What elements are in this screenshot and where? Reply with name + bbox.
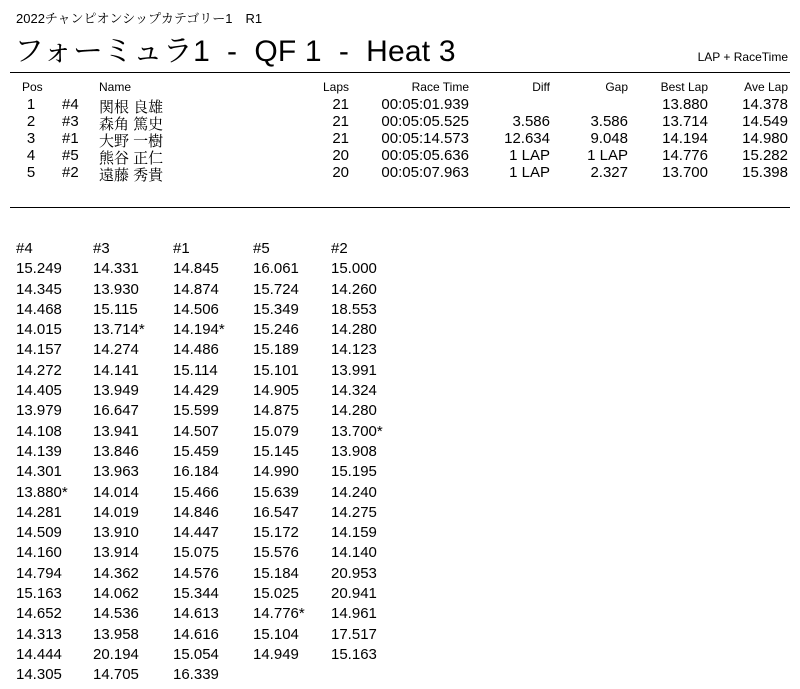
col-header-gap: Gap (605, 80, 628, 94)
lap-time-cell: 15.246 (253, 321, 299, 339)
lap-time-cell: 14.616 (173, 625, 219, 643)
lap-time-cell: 16.339 (173, 666, 219, 684)
lap-time-cell: 14.123 (331, 341, 377, 359)
result-gap: 1 LAP (587, 147, 628, 164)
lap-col-header: #3 (93, 240, 110, 257)
results-row (0, 113, 800, 133)
lap-time-cell: 15.195 (331, 463, 377, 481)
result-car-number: #3 (62, 113, 79, 130)
lap-time-cell: 14.486 (173, 341, 219, 359)
lap-time-cell: 14.272 (16, 361, 62, 379)
lap-time-cell: 13.949 (93, 382, 139, 400)
lap-time-cell: 15.000 (331, 260, 377, 278)
result-laps: 20 (332, 164, 349, 181)
lap-time-cell: 15.172 (253, 524, 299, 542)
result-pos: 5 (26, 164, 36, 181)
result-car-number: #4 (62, 96, 79, 113)
lap-time-cell: 14.794 (16, 564, 62, 582)
result-race-time: 00:05:05.525 (381, 113, 469, 130)
lap-time-cell: 16.061 (253, 260, 299, 278)
lap-time-cell: 14.260 (331, 280, 377, 298)
lap-time-cell: 14.019 (93, 503, 139, 521)
result-driver-name: 森角 篤史 (99, 116, 164, 133)
lap-time-cell: 14.324 (331, 382, 377, 400)
lap-time-cell: 14.160 (16, 544, 62, 562)
results-divider (10, 207, 790, 208)
lap-time-cell: 17.517 (331, 625, 377, 643)
lap-time-cell: 14.776* (253, 605, 305, 623)
lap-time-cell: 14.507 (173, 422, 219, 440)
result-pos: 2 (26, 113, 36, 130)
lap-col-header: #1 (173, 240, 190, 257)
result-race-time: 00:05:01.939 (381, 96, 469, 113)
lap-time-cell: 14.331 (93, 260, 139, 278)
lap-time-cell: 13.914 (93, 544, 139, 562)
lap-col-header: #2 (331, 240, 348, 257)
result-laps: 21 (332, 130, 349, 147)
lap-time-cell: 14.613 (173, 605, 219, 623)
lap-time-cell: 14.305 (16, 666, 62, 684)
lap-time-cell: 15.724 (253, 280, 299, 298)
lap-time-cell: 20.953 (331, 564, 377, 582)
results-header-row (0, 80, 800, 96)
lap-time-cell: 13.979 (16, 402, 62, 420)
result-race-time: 00:05:05.636 (381, 147, 469, 164)
col-header-ave-lap: Ave Lap (744, 80, 788, 94)
result-best-lap: 13.880 (662, 96, 708, 113)
lap-time-cell: 14.281 (16, 503, 62, 521)
lap-time-cell: 16.184 (173, 463, 219, 481)
lap-time-cell: 13.714* (93, 321, 145, 339)
results-row (0, 147, 800, 167)
result-gap: 9.048 (590, 130, 628, 147)
result-car-number: #2 (62, 164, 79, 181)
lap-time-cell: 14.014 (93, 483, 139, 501)
col-header-diff: Diff (532, 80, 550, 94)
result-pos: 4 (26, 147, 36, 164)
lap-time-cell: 14.429 (173, 382, 219, 400)
lap-time-cell: 16.547 (253, 503, 299, 521)
result-driver-name: 大野 一樹 (99, 133, 164, 150)
lap-time-cell: 14.990 (253, 463, 299, 481)
lap-time-cell: 14.846 (173, 503, 219, 521)
lap-time-cell: 14.280 (331, 402, 377, 420)
lap-time-cell: 13.700* (331, 422, 383, 440)
lap-time-cell: 13.846 (93, 442, 139, 460)
lap-time-cell: 15.114 (173, 361, 218, 379)
result-pos: 1 (26, 96, 36, 113)
col-header-best-lap: Best Lap (660, 80, 708, 94)
lap-time-cell: 13.910 (93, 524, 139, 542)
result-race-time: 00:05:07.963 (381, 164, 469, 181)
lap-time-cell: 14.275 (331, 503, 377, 521)
lap-time-cell: 14.062 (93, 585, 139, 603)
lap-time-cell: 16.647 (93, 402, 139, 420)
lap-time-cell: 18.553 (331, 300, 377, 318)
result-laps: 21 (332, 113, 349, 130)
lap-time-cell: 14.576 (173, 564, 219, 582)
result-driver-name: 熊谷 正仁 (99, 150, 164, 167)
result-best-lap: 14.194 (662, 130, 708, 147)
col-header-laps: Laps (322, 80, 349, 94)
lap-time-cell: 15.054 (173, 645, 219, 663)
lap-time-cell: 14.345 (16, 280, 62, 298)
lap-time-cell: 14.874 (173, 280, 219, 298)
lap-time-cell: 15.075 (173, 544, 219, 562)
results-row (0, 130, 800, 150)
lap-time-cell: 14.280 (331, 321, 377, 339)
result-gap: 3.586 (590, 113, 628, 130)
lap-time-cell: 14.362 (93, 564, 139, 582)
lap-time-cell: 20.194 (93, 645, 139, 663)
lap-time-cell: 13.991 (331, 361, 377, 379)
lap-time-cell: 15.025 (253, 585, 299, 603)
lap-time-cell: 15.163 (16, 585, 62, 603)
header-divider (10, 72, 790, 73)
lap-time-cell: 14.705 (93, 666, 139, 684)
result-ave-lap: 15.282 (742, 147, 788, 164)
lap-time-cell: 13.958 (93, 625, 139, 643)
lap-time-cell: 14.444 (16, 645, 62, 663)
lap-time-cell: 14.159 (331, 524, 377, 542)
event-subtitle: 2022チャンピオンシップカテゴリー1 R1 (16, 11, 263, 26)
result-best-lap: 13.700 (662, 164, 708, 181)
report-mode-label: LAP + RaceTime (697, 50, 788, 64)
lap-time-cell: 15.145 (253, 442, 299, 460)
result-car-number: #5 (62, 147, 79, 164)
lap-time-cell: 14.313 (16, 625, 62, 643)
result-diff: 1 LAP (509, 147, 550, 164)
result-ave-lap: 14.980 (742, 130, 788, 147)
result-best-lap: 13.714 (662, 113, 708, 130)
lap-time-cell: 14.468 (16, 300, 62, 318)
lap-time-cell: 14.240 (331, 483, 377, 501)
col-header-pos: Pos (22, 80, 43, 94)
lap-col-header: #4 (16, 240, 33, 257)
result-ave-lap: 14.378 (742, 96, 788, 113)
lap-time-cell: 13.941 (93, 422, 139, 440)
lap-time-cell: 20.941 (331, 585, 377, 603)
lap-time-cell: 14.194* (173, 321, 225, 339)
lap-time-cell: 14.949 (253, 645, 299, 663)
lap-time-cell: 14.405 (16, 382, 62, 400)
lap-time-cell: 15.349 (253, 300, 299, 318)
lap-time-cell: 14.509 (16, 524, 62, 542)
lap-time-cell: 14.447 (173, 524, 219, 542)
lap-time-cell: 14.141 (93, 361, 139, 379)
result-ave-lap: 14.549 (742, 113, 788, 130)
lap-time-cell: 14.139 (16, 442, 62, 460)
lap-time-cell: 15.459 (173, 442, 219, 460)
lap-time-cell: 14.301 (16, 463, 62, 481)
result-diff: 12.634 (504, 130, 550, 147)
results-row (0, 164, 800, 184)
lap-time-cell: 13.963 (93, 463, 139, 481)
lap-time-cell: 15.163 (331, 645, 377, 663)
result-ave-lap: 15.398 (742, 164, 788, 181)
lap-time-cell: 14.140 (331, 544, 377, 562)
lap-time-cell: 14.157 (16, 341, 62, 359)
lap-time-cell: 14.652 (16, 605, 62, 623)
lap-time-cell: 15.639 (253, 483, 299, 501)
lap-col-header: #5 (253, 240, 270, 257)
results-table (0, 80, 800, 184)
lap-time-cell: 14.905 (253, 382, 299, 400)
lap-time-cell: 15.184 (253, 564, 299, 582)
lap-time-cell: 13.930 (93, 280, 139, 298)
lap-time-cell: 14.108 (16, 422, 62, 440)
results-row (0, 96, 800, 116)
lap-time-cell: 15.466 (173, 483, 219, 501)
result-laps: 20 (332, 147, 349, 164)
lap-time-cell: 14.875 (253, 402, 299, 420)
result-diff: 1 LAP (509, 164, 550, 181)
lap-time-cell: 14.845 (173, 260, 219, 278)
lap-time-cell: 15.599 (173, 402, 219, 420)
result-driver-name: 関根 良雄 (99, 99, 164, 116)
lap-time-cell: 15.249 (16, 260, 62, 278)
page-title: フォーミュラ1 - QF 1 - Heat 3 (14, 35, 456, 68)
col-header-name: Name (99, 80, 132, 94)
result-car-number: #1 (62, 130, 79, 147)
lap-time-cell: 14.015 (16, 321, 62, 339)
lap-time-cell: 14.961 (331, 605, 377, 623)
lap-time-cell: 13.908 (331, 442, 377, 460)
lap-time-cell: 15.189 (253, 341, 299, 359)
result-pos: 3 (26, 130, 36, 147)
lap-time-cell: 13.880* (16, 483, 68, 501)
result-diff: 3.586 (512, 113, 550, 130)
lap-time-cell: 15.115 (93, 300, 138, 318)
lap-time-cell: 14.274 (93, 341, 139, 359)
result-best-lap: 14.776 (662, 147, 708, 164)
lap-time-cell: 14.506 (173, 300, 219, 318)
lap-time-cell: 15.104 (253, 625, 299, 643)
lap-time-cell: 15.344 (173, 585, 219, 603)
lap-time-cell: 14.536 (93, 605, 139, 623)
result-gap: 2.327 (590, 164, 628, 181)
result-laps: 21 (332, 96, 349, 113)
lap-time-cell: 15.101 (253, 361, 299, 379)
col-header-race-time: Race Time (411, 80, 469, 94)
lap-time-cell: 15.576 (253, 544, 299, 562)
result-race-time: 00:05:14.573 (381, 130, 469, 147)
lap-time-cell: 15.079 (253, 422, 299, 440)
result-driver-name: 遠藤 秀貴 (99, 167, 164, 184)
